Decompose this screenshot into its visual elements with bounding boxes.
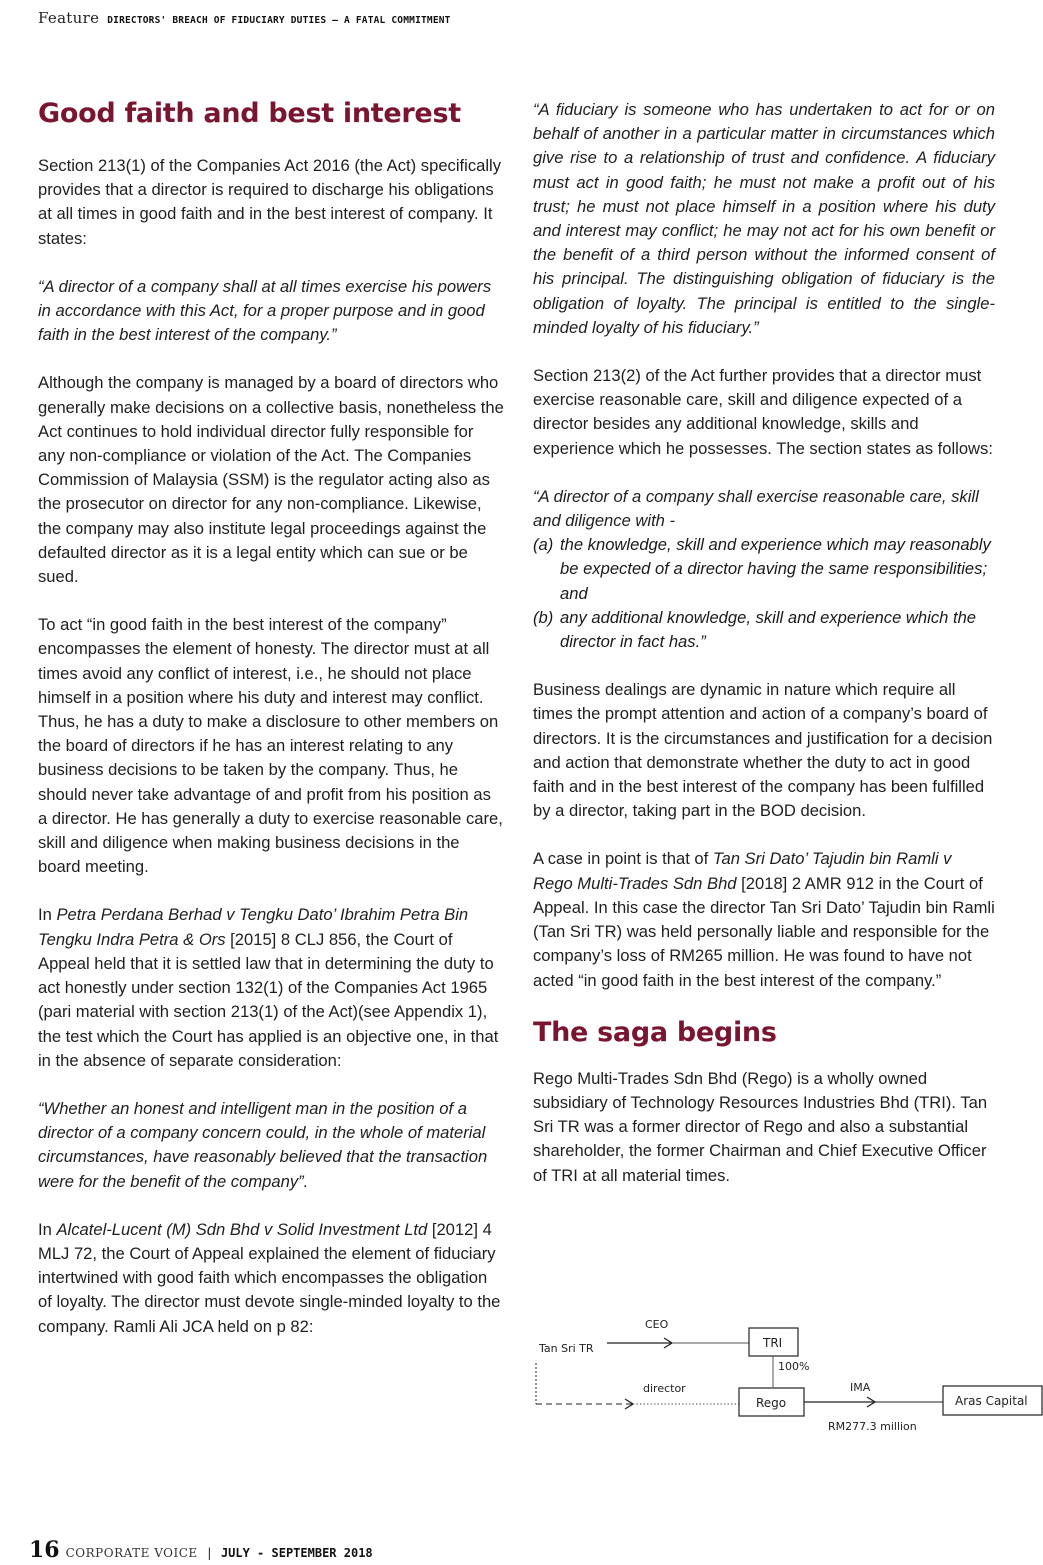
node-tri: TRI	[763, 1336, 783, 1350]
label-director: director	[643, 1382, 686, 1395]
paragraph-alcatel-lucent	[38, 1218, 504, 1339]
case-name-petra: Petra Perdana Berhad v Tengku Dato’ Ibrahim Petra Bin Tengku Indra Petra & Ors	[38, 905, 469, 949]
text: A case in point is that of	[533, 849, 713, 869]
text: [2018] 2 AMR 912 in the Court of Appeal. In this case the director Tan Sri Dato’ Tajudin bin Ramli (Tan Sri TR) was held personally liable and responsible for the company’s loss of RM265 million. He was found to have not acted “in good faith in the best interest of the company.”	[533, 873, 995, 990]
list-item	[533, 533, 995, 606]
paragraph-section-213-1: Section 213(1) of the Companies Act 2016 (the Act) specifically provides that a director is required to discharge his obligations at all times in good faith and in the best interest of company. It states:	[38, 156, 502, 248]
magazine-name: CORPORATE VOICE	[65, 1546, 198, 1560]
relationship-diagram	[525, 1305, 1043, 1435]
text: [2015] 8 CLJ 856, the Court of Appeal held that it is settled law that in determining the duty to act honestly under section 132(1) of the Companies Act 1965 (pari material with section 213(1) of the Act)(see Appendix 1), the test which the Court has applied is an objective one, in that in the absence of separate consideration:	[38, 929, 499, 1070]
paragraph-good-faith-honesty: To act “in good faith in the best interest of the company” encompasses the element of honesty. The director must at all times avoid any conflict of interest, i.e., he should not place himself in a position where his duty and interest may conflict. Thus, he has a duty to make a disclosure to other members on the board of directors if he has an interest relating to any business decisions to be taken by the company. Thus, he should never take advantage of and profit from his position as a director. He has generally a duty to exercise reasonable care, skill and diligence when making business decisions in the board meeting.	[38, 615, 503, 877]
text: [2012] 4 MLJ 72, the Court of Appeal explained the element of fiduciary intertwined with good faith which encompasses the obligation of loyalty. The director must devote single-minded loyalty to the company. Ramli Ali JCA held on p 82:	[38, 1219, 501, 1336]
quote-honest-intelligent-man: “Whether an honest and intelligent man in the position of a director of a company concern could, in the whole of material circumstances, have reasonably believed that the transaction were for the benefit of the company”.	[38, 1098, 488, 1191]
paragraph-petra-perdana	[38, 903, 504, 1072]
label-amount: RM277.3 million	[828, 1420, 917, 1433]
label-ceo: CEO	[645, 1318, 669, 1331]
heading-saga-begins: The saga begins	[533, 1016, 777, 1048]
list-text: any additional knowledge, skill and experience which the director in fact has.”	[560, 607, 977, 652]
right-column	[533, 98, 995, 1212]
text: In	[38, 1219, 57, 1239]
left-column	[38, 96, 504, 1363]
quote-intro: “A director of a company shall exercise reasonable care, skill and diligence with -	[533, 486, 979, 531]
list-marker: (a)	[533, 535, 554, 555]
list-marker: (b)	[533, 607, 554, 627]
footer-separator: |	[205, 1546, 213, 1560]
diagram-svg	[525, 1305, 1043, 1435]
list-item	[533, 606, 995, 654]
node-aras-capital: Aras Capital	[955, 1394, 1028, 1408]
article-running-title: DIRECTORS' BREACH OF FIDUCIARY DUTIES – A FATAL COMMITMENT	[107, 15, 451, 26]
section-label: Feature	[38, 9, 100, 27]
heading-good-faith: Good faith and best interest	[38, 98, 461, 129]
paragraph-rego-background: Rego Multi-Trades Sdn Bhd (Rego) is a wholly owned subsidiary of Technology Resources Industries Bhd (TRI). Tan Sri TR was a former director of Rego and also a substantial shareholder, the former Chairman and Chief Executive Officer of TRI at all material times.	[533, 1068, 988, 1185]
text: In	[38, 905, 57, 925]
quote-section-213-2	[533, 485, 995, 654]
paragraph-tajudin-case	[533, 847, 995, 992]
quote-fiduciary-definition: “A fiduciary is someone who has undertaken to act for or on behalf of another in a particular matter in circumstances which give rise to a relationship of trust and confidence. A fiduciary must act in good faith; he must not make a profit out of his trust; he must not place himself in a position where his duty and interest may conflict; he may not act for his own benefit or the benefit of a third person without the informed consent of his principal. The distinguishing obligation of fiduciary is the obligation of loyalty. The principal is entitled to the single-minded loyalty of his fiduciary.”	[533, 100, 995, 337]
label-ima: IMA	[850, 1381, 871, 1394]
list-text: the knowledge, skill and experience which may reasonably be expected of a director having the same responsibilities; and	[560, 535, 991, 603]
node-tan-sri-tr: Tan Sri TR	[539, 1342, 594, 1355]
label-ownership: 100%	[778, 1360, 810, 1373]
running-header	[38, 9, 451, 31]
quote-section-213-1: “A director of a company shall at all times exercise his powers in accordance with this Act, for a proper purpose and in good faith in the best interest of the company.”	[38, 276, 492, 345]
paragraph-section-213-2: Section 213(2) of the Act further provides that a director must exercise reasonable care, skill and diligence expected of a director besides any additional knowledge, skills and experience which he possesses. The section states as follows:	[533, 366, 993, 458]
node-rego: Rego	[756, 1396, 787, 1410]
page-footer	[29, 1537, 373, 1563]
case-name-alcatel: Alcatel-Lucent (M) Sdn Bhd v Solid Investment Ltd	[56, 1219, 428, 1239]
case-name-tajudin: Tan Sri Dato’ Tajudin bin Ramli v Rego Multi-Trades Sdn Bhd	[533, 849, 952, 893]
paragraph-board-responsibility: Although the company is managed by a board of directors who generally make decisions on a collective basis, nonetheless the Act continues to hold individual director fully responsible for any non-compliance or violation of the Act. The Companies Commission of Malaysia (SSM) is the regulator acting also as the prosecutor on director for any non-compliance. Likewise, the company may also institute legal proceedings against the defaulted director as it is a legal entity which can sue or be sued.	[38, 373, 504, 587]
issue-date: JULY - SEPTEMBER 2018	[220, 1546, 373, 1560]
paragraph-business-dealings: Business dealings are dynamic in nature which require all times the prompt attention and action of a company’s board of directors. It is the circumstances and justification for a decision and action that demonstrate whether the duty to act in good faith and in the best interest of the company has been fulfilled by a director, taking part in the BOD decision.	[533, 680, 993, 821]
page-number: 16	[29, 1537, 60, 1563]
